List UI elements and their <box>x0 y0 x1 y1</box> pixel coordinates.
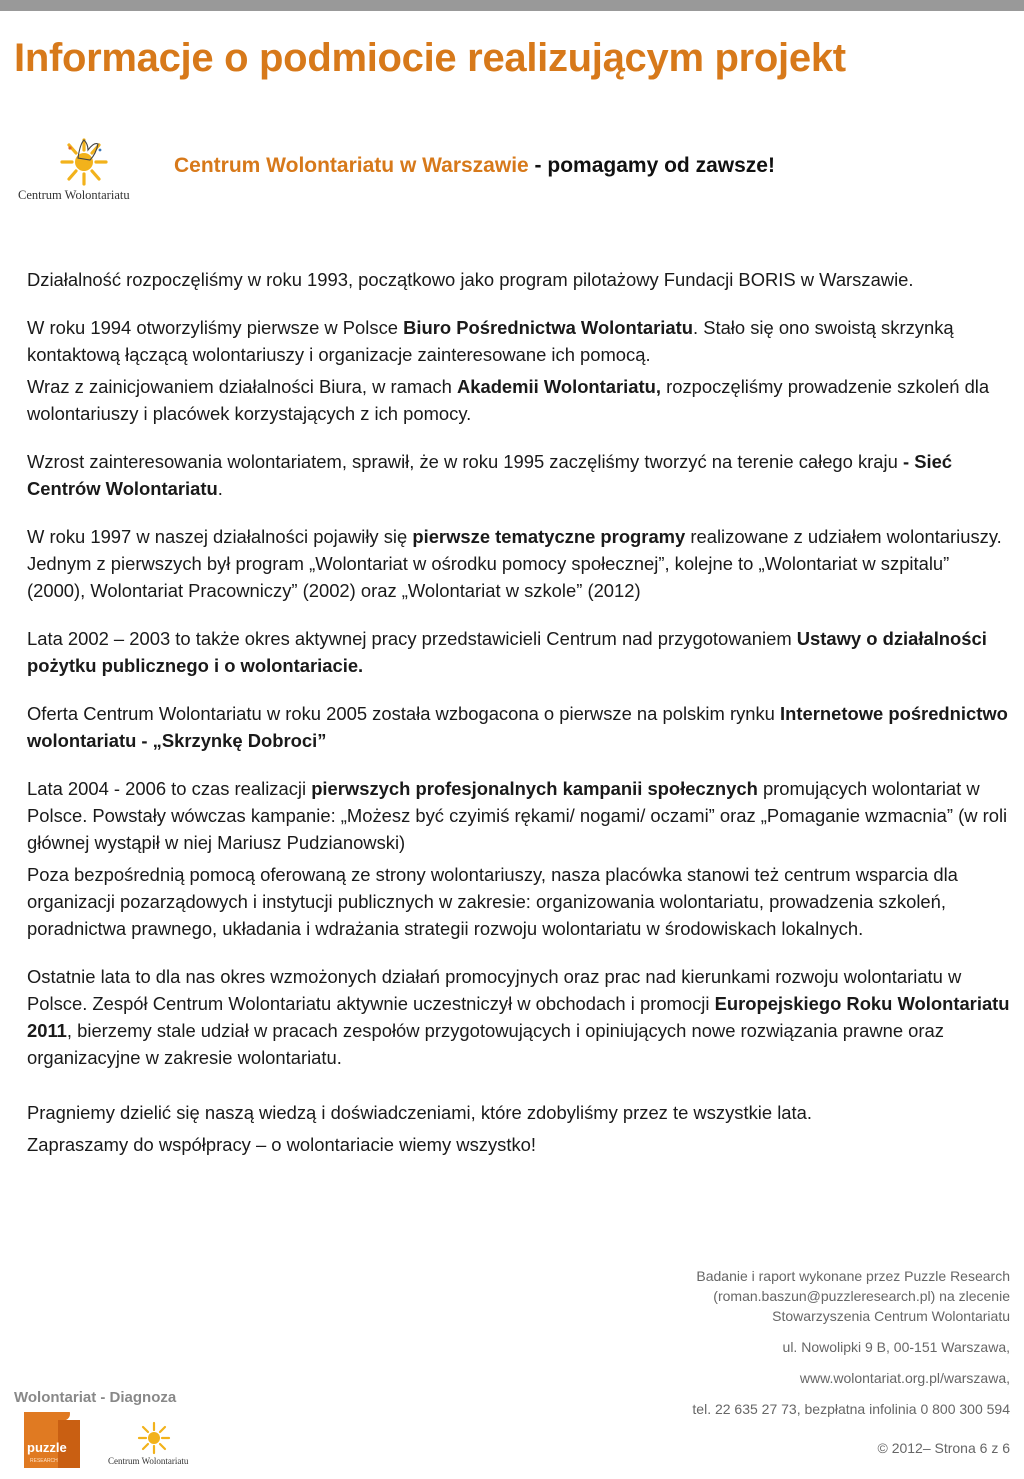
page-title: Informacje o podmiocie realizującym projekt <box>14 36 846 80</box>
puzzle-logo-icon <box>24 1412 80 1468</box>
sun-hand-icon <box>14 136 152 192</box>
tagline <box>174 154 775 178</box>
paragraph-3: Wraz z zainicjowaniem działalności Biura, w ramach Akademii Wolontariatu, rozpoczęliśmy prowadzenie szkoleń dla wolontariuszy i placówek korzystających z ich pomocy. <box>27 376 990 424</box>
credit-line-1: Badanie i raport wykonane przez Puzzle Research <box>696 1268 1010 1284</box>
logo-caption: Centrum Wolontariatu <box>18 188 130 202</box>
credits-block <box>490 1266 1010 1458</box>
paragraph-9: Poza bezpośrednią pomocą oferowaną ze strony wolontariuszy, nasza placówka stanowi też centrum wsparcia dla organizacji pozarządowych i instytucji publicznych w zakresie: organizowania wolontariatu, prowadzenia szkoleń, poradnictwa prawnego, układania i wdrażania strategii rozwoju wolontariatu w środowiskach lokalnych. <box>27 864 958 939</box>
paragraph-7: Oferta Centrum Wolontariatu w roku 2005 została wzbogacona o pierwsze na polskim rynku Internetowe pośrednictwo wolontariatu - „Skrzynkę Dobroci” <box>27 703 1008 751</box>
svg-text:puzzle: puzzle <box>27 1440 67 1455</box>
phone: tel. 22 635 27 73, bezpłatna infolinia 0 800 300 594 <box>692 1401 1010 1417</box>
credit-line-3: Stowarzyszenia Centrum Wolontariatu <box>772 1308 1010 1324</box>
paragraph-1: Działalność rozpoczęliśmy w roku 1993, początkowo jako program pilotażowy Fundacji BORIS w Warszawie. <box>27 269 914 290</box>
logo-caption-small: Centrum Wolontariatu <box>108 1456 189 1466</box>
centrum-wolontariatu-logo <box>14 136 152 208</box>
svg-text:RESEARCH: RESEARCH <box>30 1458 58 1464</box>
paragraph-11: Pragniemy dzielić się naszą wiedzą i doświadczeniami, które zdobyliśmy przez te wszystkie lata. <box>27 1102 812 1123</box>
paragraph-12: Zapraszamy do współpracy – o wolontariacie wiemy wszystko! <box>27 1134 536 1155</box>
footer-report-title: Wolontariat - Diagnoza <box>14 1389 177 1406</box>
centrum-wolontariatu-logo-small <box>104 1420 214 1470</box>
address: ul. Nowolipki 9 B, 00-151 Warszawa, <box>782 1339 1010 1355</box>
paragraph-4: Wzrost zainteresowania wolontariatem, sprawił, że w roku 1995 zaczęliśmy tworzyć na terenie całego kraju - Sieć Centrów Wolontariatu. <box>27 451 953 499</box>
website-link[interactable]: www.wolontariat.org.pl/warszawa, <box>799 1370 1010 1386</box>
paragraph-10: Ostatnie lata to dla nas okres wzmożonych działań promocyjnych oraz prac nad kierunkami rozwoju wolontariatu w Polsce. Zespół Centrum Wolontariatu aktywnie uczestniczył w obchodach i promocji Europejskiego Roku Wolontariatu 2011, bierzemy stale udział w pracach zespołów przygotowujących i opiniujących nowe rozwiązania prawne oraz organizacyjne w zakresie wolontariatu. <box>27 966 1010 1068</box>
puzzle-research-logo <box>24 1412 80 1468</box>
paragraph-5: W roku 1997 w naszej działalności pojawiły się pierwsze tematyczne programy realizowane z udziałem wolontariuszy. Jednym z pierwszych był program „Wolontariat w ośrodku pomocy społecznej”, kolejne to „Wolontariat w szpitalu” (2000), Wolontariat Pracowniczy” (2002) oraz „Wolontariat w szkole” (2012) <box>27 526 1002 601</box>
page-number: © 2012– Strona 6 z 6 <box>877 1440 1010 1456</box>
top-bar <box>0 0 1024 11</box>
paragraph-8: Lata 2004 - 2006 to czas realizacji pierwszych profesjonalnych kampanii społecznych promujących wolontariat w Polsce. Powstały wówczas kampanie: „Możesz być czyimiś rękami/ nogami/ oczami” oraz „Pomaganie wzmacnia” (w roli głównej wystąpił w niej Mariusz Pudzianowski) <box>27 778 1008 853</box>
tagline-rest: - pomagamy od zawsze! <box>528 154 775 177</box>
credit-line-2: (roman.baszun@puzzleresearch.pl) na zlecenie <box>713 1288 1010 1304</box>
sun-hand-icon <box>104 1420 214 1458</box>
paragraph-2: W roku 1994 otworzyliśmy pierwsze w Polsce Biuro Pośrednictwa Wolontariatu. Stało się ono swoistą skrzynką kontaktową łączącą wolontariuszy i organizacje zainteresowane ich pomocą. <box>27 317 954 365</box>
paragraph-6: Lata 2002 – 2003 to także okres aktywnej pracy przedstawicieli Centrum nad przygotowaniem Ustawy o działalności pożytku publicznego i o wolontariacie. <box>27 628 987 676</box>
body-text <box>27 266 1012 1158</box>
tagline-org: Centrum Wolontariatu w Warszawie <box>174 154 529 177</box>
